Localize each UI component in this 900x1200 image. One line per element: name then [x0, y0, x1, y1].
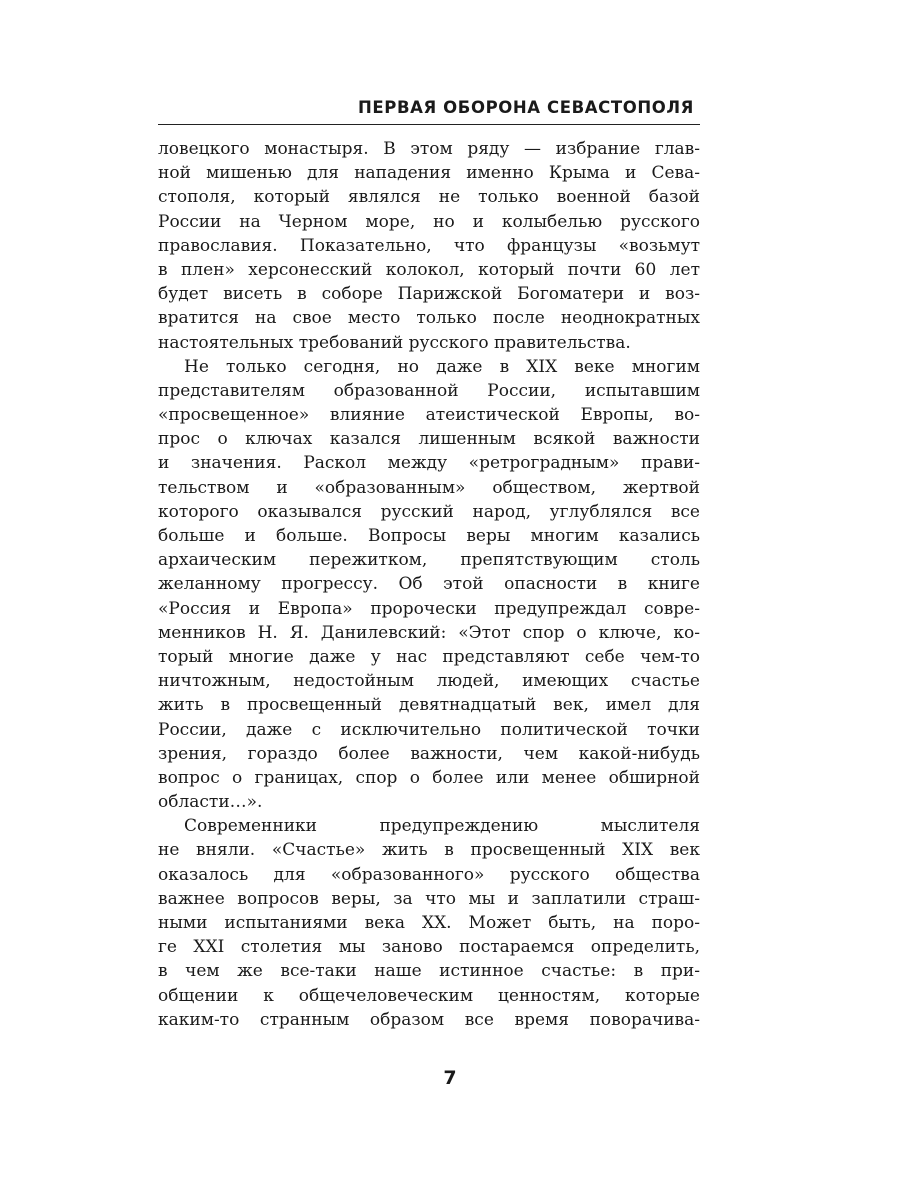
page-number: 7 [443, 1067, 457, 1089]
paragraph [158, 355, 700, 815]
text-line: представителям образованной России, испытавшим [158, 380, 700, 401]
text-line: менников Н. Я. Данилевский: «Этот спор о ключе, ко- [158, 622, 700, 643]
text-line: России на Черном море, но и колыбелью русского [158, 211, 700, 232]
paragraph [158, 814, 700, 1032]
text-line: «просвещенное» влияние атеистической Европы, во- [158, 405, 700, 426]
text-line: «Россия и Европа» пророчески предупреждал совре- [158, 598, 700, 619]
text-line: больше и больше. Вопросы веры многим казались [158, 526, 700, 546]
text-line: оказалось для «образованного» русского общества [158, 864, 700, 885]
text-line: Современники предупреждению мыслителя [184, 816, 700, 837]
text-line: вопрос о границах, спор о более или менее обширной [158, 767, 700, 788]
text-line: общении к общечеловеческим ценностям, которые [158, 985, 700, 1006]
text-line: России, даже с исключительно политической точки [158, 719, 700, 740]
text-line: ными испытаниями века XX. Может быть, на поро- [158, 913, 700, 933]
running-head: ПЕРВАЯ ОБОРОНА СЕВАСТОПОЛЯ [158, 96, 700, 125]
text-line: архаическим пережитком, препятствующим столь [158, 550, 700, 571]
text-line: ге XXI столетия мы заново постараемся определить, [158, 937, 700, 958]
text-line: православия. Показательно, что французы «возьмут [158, 235, 700, 256]
text-line: в чем же все-таки наше истинное счастье: в при- [158, 961, 700, 982]
text-line: и значения. Раскол между «ретроградным» прави- [158, 453, 700, 474]
text-line: Не только сегодня, но даже в XIX веке многим [184, 356, 700, 377]
text-line: ничтожным, недостойным людей, имеющих счастье [158, 671, 700, 692]
text-line: важнее вопросов веры, за что мы и заплатили страш- [158, 888, 700, 909]
text-line: желанному прогрессу. Об этой опасности в книге [158, 574, 700, 595]
text-line: стополя, который являлся не только военной базой [158, 187, 700, 208]
text-line: зрения, гораздо более важности, чем какой-нибудь [158, 743, 700, 764]
text-line: вратится на свое место только после неоднократных [158, 308, 700, 329]
text-line: не вняли. «Счастье» жить в просвещенный XIX век [158, 840, 700, 861]
text-line: которого оказывался русский народ, углублялся все [158, 501, 700, 522]
text-line: области…». [158, 792, 263, 813]
text-line: ловецкого монастыря. В этом ряду — избрание глав- [158, 139, 700, 159]
text-line: в плен» херсонесский колокол, который почти 60 лет [158, 259, 700, 280]
text-line: жить в просвещенный девятнадцатый век, имел для [158, 695, 700, 716]
text-line: ной мишенью для нападения именно Крыма и Сева- [158, 163, 700, 184]
text-line: будет висеть в соборе Парижской Богоматери и воз- [158, 284, 700, 305]
text-line: настоятельных требований русского правительства. [158, 332, 631, 353]
text-line: прос о ключах казался лишенным всякой важности [158, 429, 700, 450]
text-line: каким-то странным образом все время поворачива- [158, 1009, 700, 1030]
book-page [158, 96, 700, 1032]
paragraph [158, 137, 700, 355]
text-line: тельством и «образованным» обществом, жертвой [158, 477, 700, 498]
text-line: торый многие даже у нас представляют себе чем-то [158, 646, 700, 667]
body-text [158, 137, 700, 1032]
